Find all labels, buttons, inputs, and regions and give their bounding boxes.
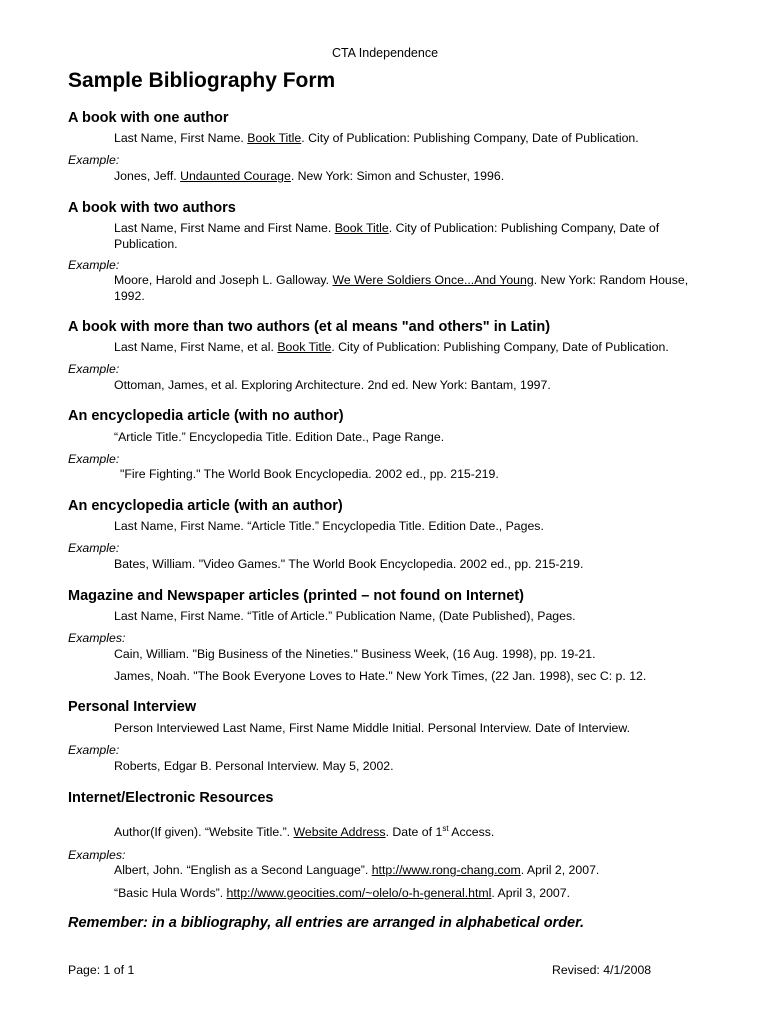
page-header: CTA Independence xyxy=(331,46,439,60)
page-title: Sample Bibliography Form xyxy=(68,69,336,92)
example-internet-2: “Basic Hula Words”. http://www.geocities.com/~olelo/o-h-general.html. April 3, 2007. xyxy=(114,886,571,900)
example-label: Example: xyxy=(68,452,120,466)
section-title-one-author: A book with one author xyxy=(68,110,229,126)
url-link[interactable]: http://www.rong-chang.com xyxy=(371,863,521,877)
format-encyclopedia-author: Last Name, First Name. “Article Title.” Encyclopedia Title. Edition Date., Pages. xyxy=(114,519,544,533)
example-label: Example: xyxy=(68,258,120,272)
example-magazine-2: James, Noah. "The Book Everyone Loves to Hate." New York Times, (22 Jan. 1998), sec C: p. 12. xyxy=(114,669,647,683)
format-more-authors: Last Name, First Name, et al. Book Title. City of Publication: Publishing Company, Date of Publication. xyxy=(114,340,669,354)
format-encyclopedia-no-author: “Article Title.” Encyclopedia Title. Edition Date., Page Range. xyxy=(114,430,445,444)
format-interview: Person Interviewed Last Name, First Name Middle Initial. Personal Interview. Date of Interview. xyxy=(114,721,631,735)
format-internet: Author(If given). “Website Title.”. Website Address. Date of 1st Access. xyxy=(114,823,495,839)
section-title-magazine: Magazine and Newspaper articles (printed – not found on Internet) xyxy=(68,588,524,604)
revised-date: Revised: 4/1/2008 xyxy=(552,963,652,977)
format-one-author: Last Name, First Name. Book Title. City of Publication: Publishing Company, Date of Publication. xyxy=(114,131,639,145)
page-number: Page: 1 of 1 xyxy=(68,963,135,977)
example-internet-1: Albert, John. “English as a Second Language”. http://www.rong-chang.com. April 2, 2007. xyxy=(114,863,600,877)
url-link[interactable]: http://www.geocities.com/~olelo/o-h-general.html xyxy=(226,886,492,900)
section-title-encyclopedia-author: An encyclopedia article (with an author) xyxy=(68,498,343,514)
section-title-internet: Internet/Electronic Resources xyxy=(68,790,274,806)
example-label: Example: xyxy=(68,541,120,555)
examples-label: Examples: xyxy=(68,848,126,862)
example-encyclopedia-author: Bates, William. "Video Games." The World Book Encyclopedia. 2002 ed., pp. 215-219. xyxy=(114,557,584,571)
section-title-more-authors: A book with more than two authors (et al means "and others" in Latin) xyxy=(68,319,551,335)
section-title-interview: Personal Interview xyxy=(68,699,197,715)
format-two-authors: Last Name, First Name and First Name. Book Title. City of Publication: Publishing Company, Date of Publication. xyxy=(114,221,660,251)
example-label: Example: xyxy=(68,153,120,167)
section-title-encyclopedia-no-author: An encyclopedia article (with no author) xyxy=(68,408,344,424)
example-one-author: Jones, Jeff. Undaunted Courage. New York: Simon and Schuster, 1996. xyxy=(114,169,505,183)
example-magazine-1: Cain, William. "Big Business of the Nineties." Business Week, (16 Aug. 1998), pp. 19-21. xyxy=(114,647,596,661)
format-magazine: Last Name, First Name. “Title of Article.” Publication Name, (Date Published), Pages. xyxy=(114,609,576,623)
remember-note: Remember: in a bibliography, all entries are arranged in alphabetical order. xyxy=(68,915,584,931)
example-more-authors: Ottoman, James, et al. Exploring Architecture. 2nd ed. New York: Bantam, 1997. xyxy=(114,378,551,392)
example-encyclopedia-no-author: "Fire Fighting." The World Book Encyclopedia. 2002 ed., pp. 215-219. xyxy=(120,467,499,481)
example-two-authors: Moore, Harold and Joseph L. Galloway. We Were Soldiers Once...And Young. New York: Random House, 1992. xyxy=(114,273,689,303)
example-interview: Roberts, Edgar B. Personal Interview. May 5, 2002. xyxy=(114,759,394,773)
example-label: Example: xyxy=(68,362,120,376)
examples-label: Examples: xyxy=(68,631,126,645)
section-title-two-authors: A book with two authors xyxy=(68,200,236,216)
example-label: Example: xyxy=(68,743,120,757)
